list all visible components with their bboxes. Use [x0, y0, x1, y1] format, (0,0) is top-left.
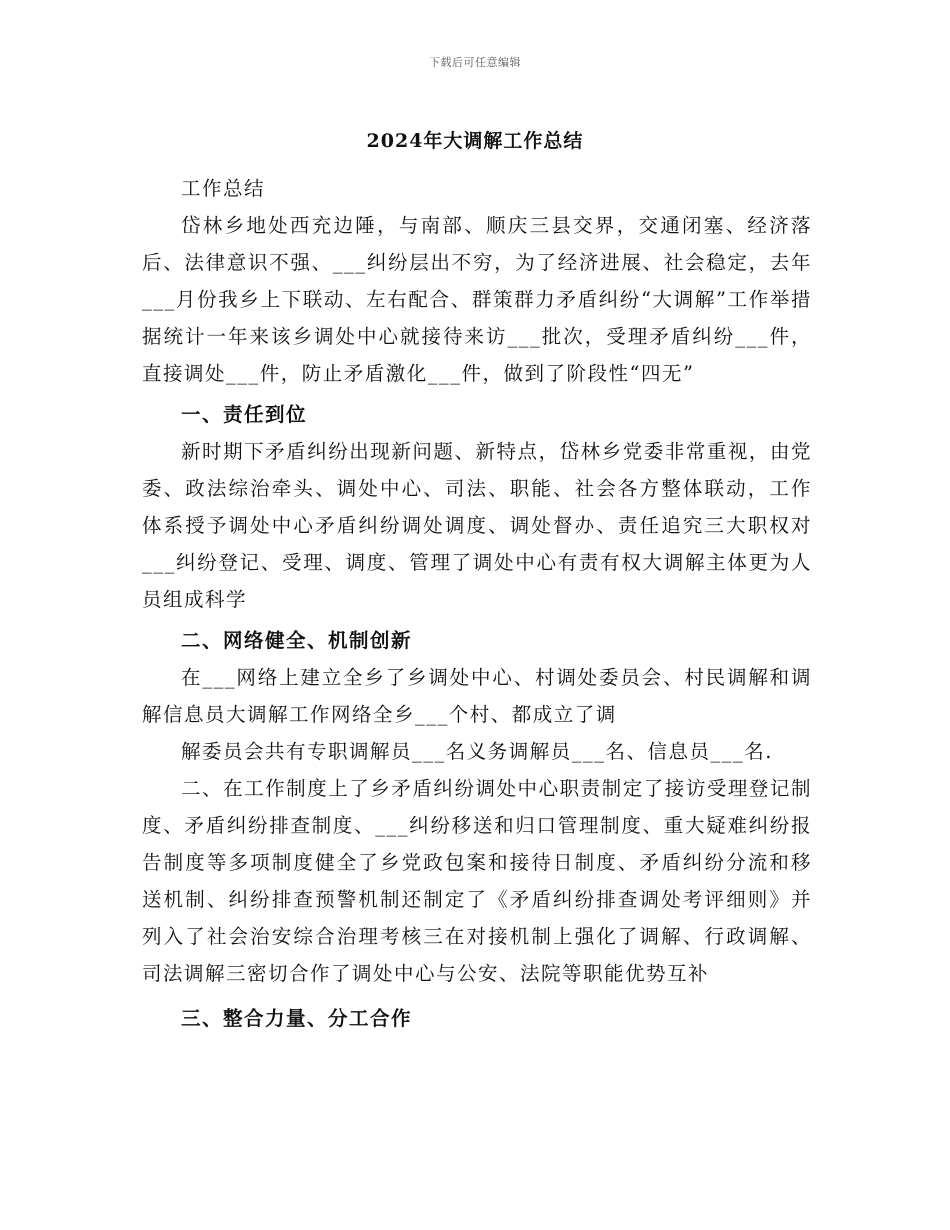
section-heading-3: 三、整合力量、分工合作 — [181, 1007, 413, 1030]
header-note: 下载后可任意编辑 — [429, 56, 521, 69]
document-body — [142, 170, 812, 1037]
paragraph-opening-label: 工作总结 — [181, 177, 266, 200]
section-heading-2: 二、网络健全、机制创新 — [181, 629, 413, 652]
section-heading-1: 一、责任到位 — [181, 403, 308, 426]
paragraph-network: 在___网络上建立全乡了乡调处中心、村调处委员会、村民调解和调解信息员大调解工作网络全乡___个村、都成立了调 — [142, 666, 812, 726]
paragraph-mediators: 解委员会共有专职调解员___名义务调解员___名、信息员___名. — [181, 740, 773, 763]
paragraph-intro: 岱林乡地处西充边陲，与南部、顺庆三县交界，交通闭塞、经济落后、法律意识不强、___纠纷层出不穷，为了经济进展、社会稳定，去年___月份我乡上下联动、左右配合、群策群力矛盾纠纷“大调解”工作举措据统计一年来该乡调处中心就接待来访___批次，受理矛盾纠纷___件，直接调处___件，防止矛盾激化___件，做到了阶段性“四无” — [142, 214, 812, 385]
paragraph-mechanisms: 二、在工作制度上了乡矛盾纠纷调处中心职责制定了接访受理登记制度、矛盾纠纷排查制度、___纠纷移送和归口管理制度、重大疑难纠纷报告制度等多项制度健全了乡党政包案和接待日制度、矛盾纠纷分流和移送机制、纠纷排查预警机制还制定了《矛盾纠纷排查调处考评细则》并列入了社会治安综合治理考核三在对接机制上强化了调解、行政调解、司法调解三密切合作了调处中心与公安、法院等职能优势互补 — [142, 777, 812, 985]
paragraph-responsibility: 新时期下矛盾纠纷出现新问题、新特点，岱林乡党委非常重视，由党委、政法综治牵头、调处中心、司法、职能、社会各方整体联动，工作体系授予调处中心矛盾纠纷调处调度、调处督办、责任追究三大职权对___纠纷登记、受理、调度、管理了调处中心有责有权大调解主体更为人员组成科学 — [142, 440, 812, 611]
document-title: 2024年大调解工作总结 — [366, 130, 584, 152]
